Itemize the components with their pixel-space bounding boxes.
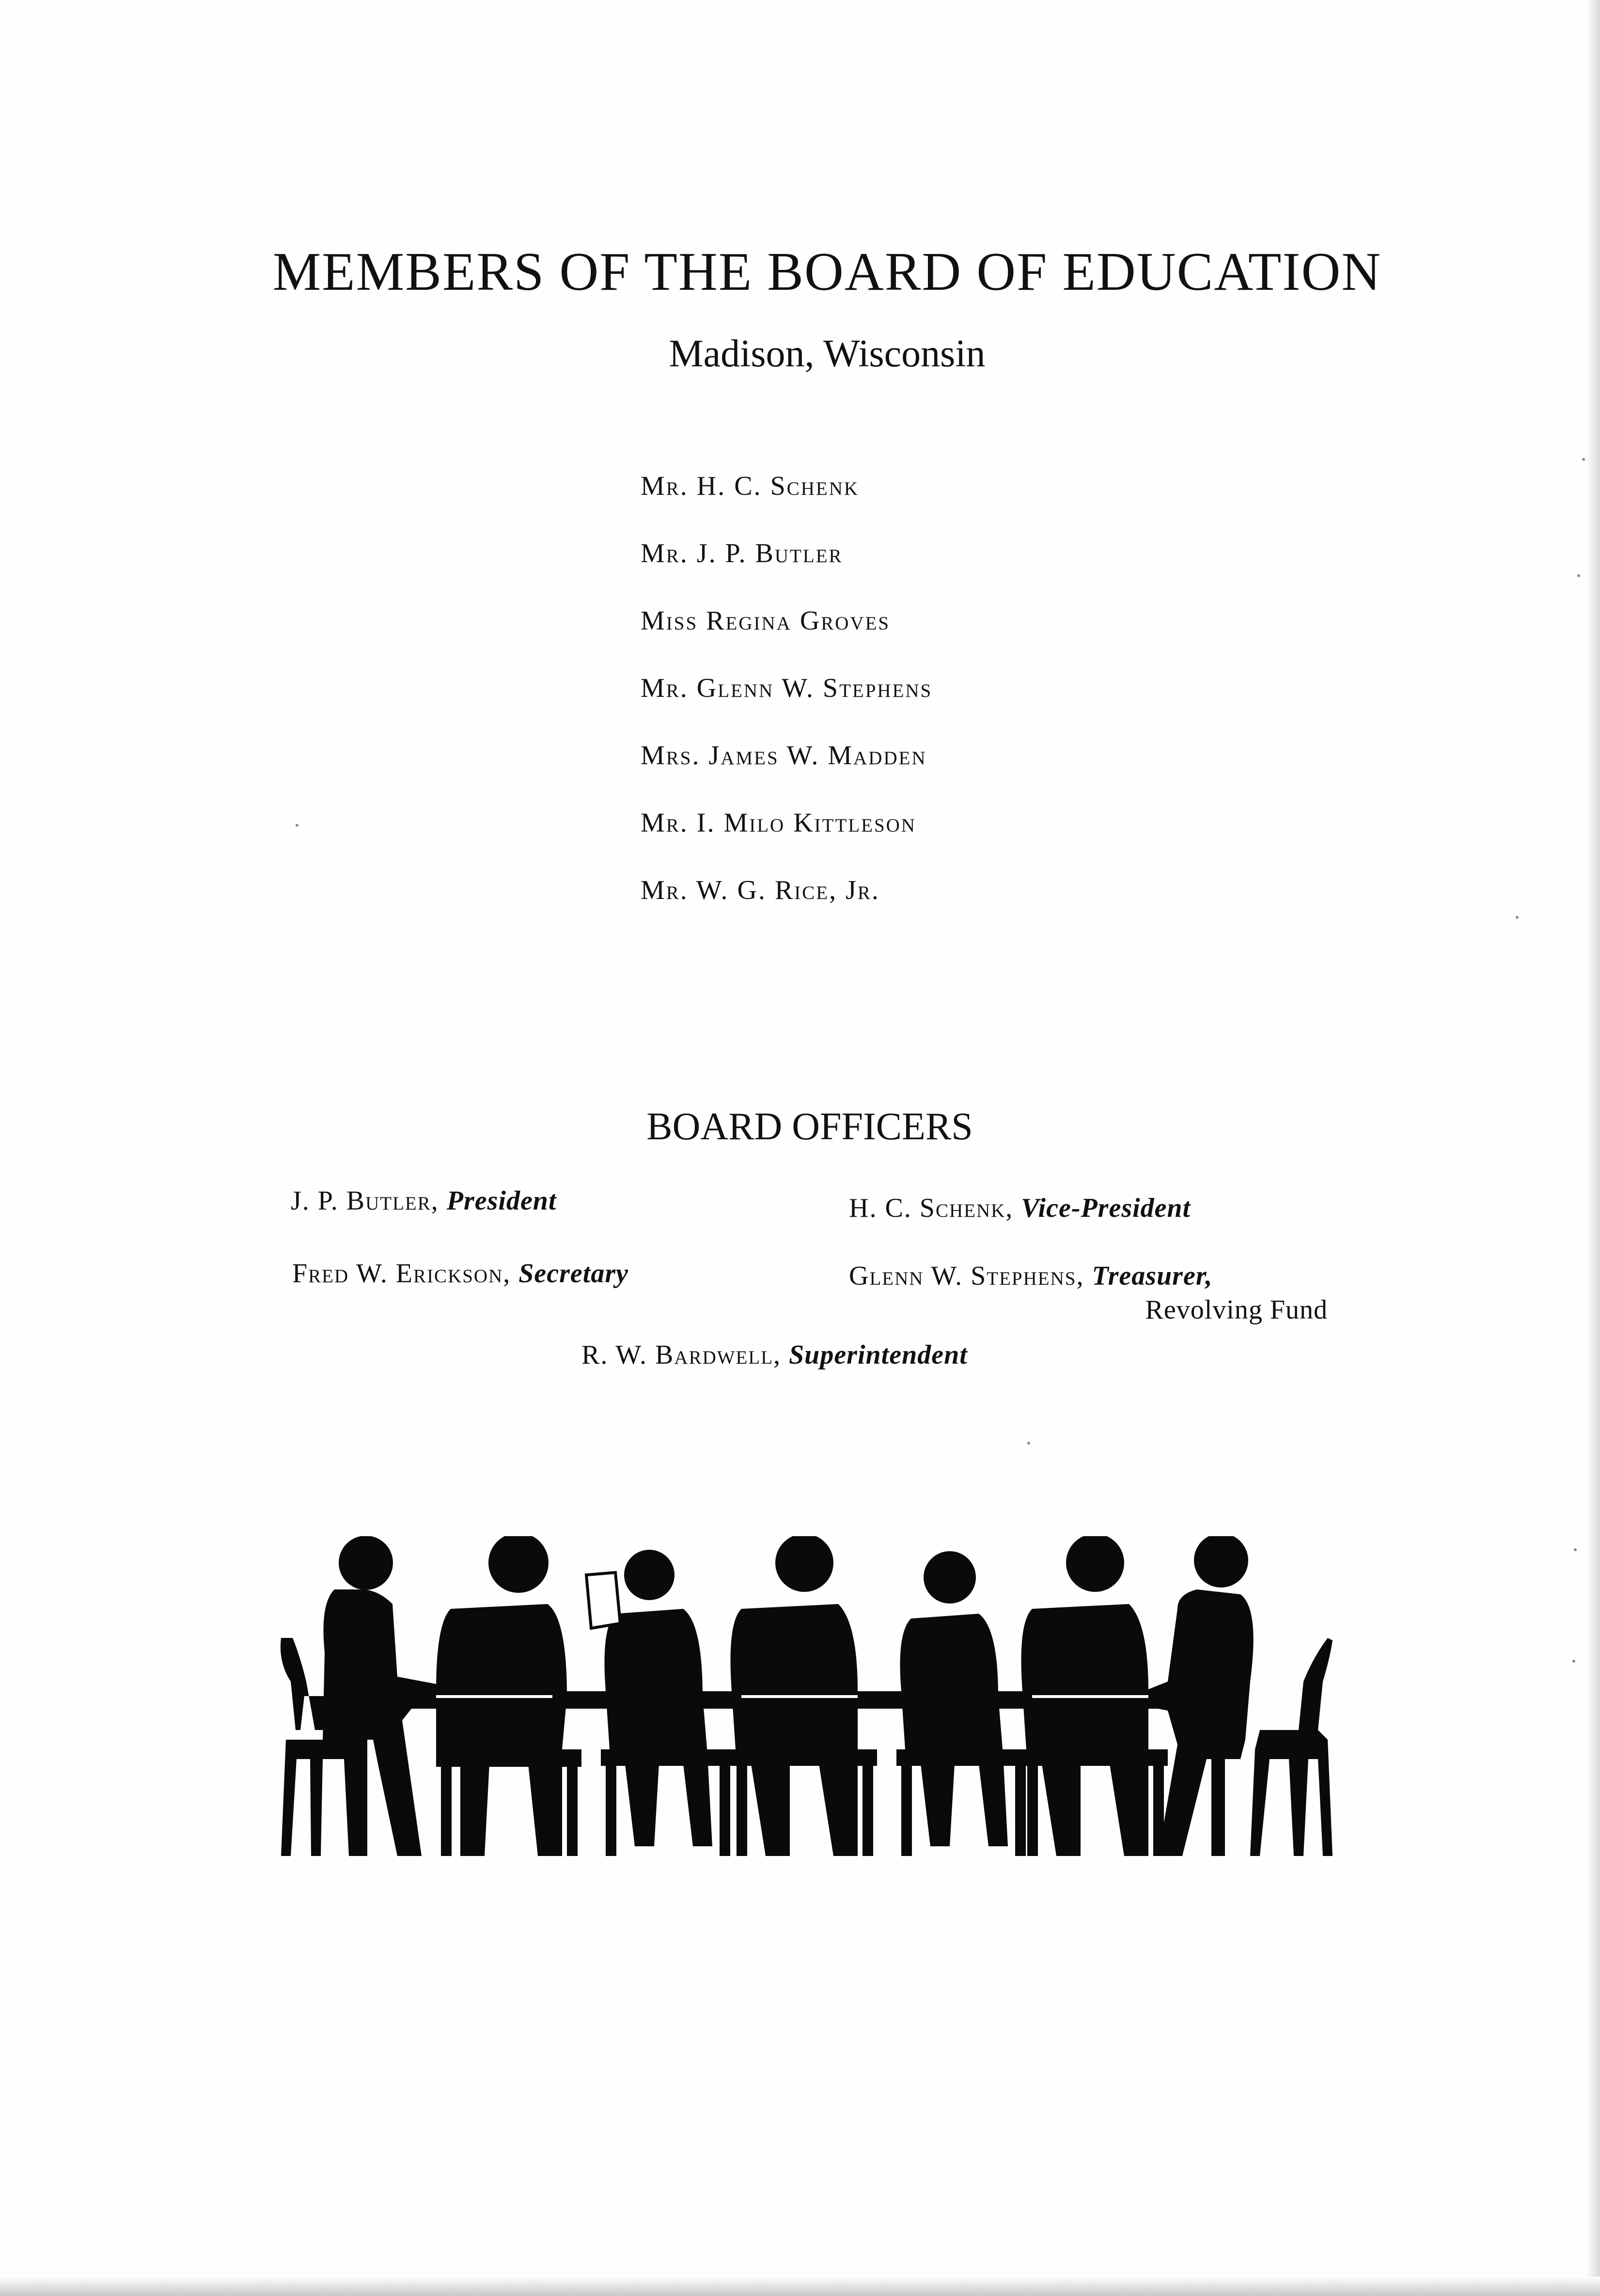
highlight xyxy=(1032,1695,1148,1698)
page-subtitle: Madison, Wisconsin xyxy=(669,332,986,375)
officer-secretary xyxy=(292,1260,628,1287)
speck xyxy=(296,824,298,827)
person-body xyxy=(436,1604,567,1856)
person-head xyxy=(1066,1536,1124,1592)
member-name: Mr. H. C. Schenk xyxy=(641,471,860,501)
officer-superintendent xyxy=(581,1341,968,1368)
speck xyxy=(1572,1660,1575,1663)
officer-name: Fred W. Erickson, xyxy=(292,1258,511,1289)
person-body xyxy=(1021,1604,1149,1856)
officer-treasurer-fund: Revolving Fund xyxy=(1145,1295,1328,1325)
person-head xyxy=(339,1536,393,1590)
table-highlights xyxy=(436,1695,1148,1698)
highlight xyxy=(741,1695,858,1698)
person-body xyxy=(323,1589,436,1856)
board-members-list xyxy=(641,472,932,944)
person-body xyxy=(900,1614,1008,1846)
chair-leg xyxy=(720,1764,730,1856)
chair-seat xyxy=(601,1749,732,1766)
highlight xyxy=(436,1695,552,1698)
member-name: Mr. J. P. Butler xyxy=(641,538,843,568)
silhouette-group xyxy=(281,1536,1333,1856)
paper-icon xyxy=(586,1573,620,1628)
member-name: Mr. I. Milo Kittleson xyxy=(641,808,916,838)
officer-role: Superintendent xyxy=(789,1340,968,1370)
officers-heading: BOARD OFFICERS xyxy=(646,1105,973,1148)
board-meeting-silhouette-icon xyxy=(276,1536,1333,1866)
officer-role: President xyxy=(446,1186,557,1216)
speck xyxy=(1516,916,1519,919)
speck xyxy=(1027,1442,1030,1445)
officer-role: Treasurer, xyxy=(1092,1261,1213,1291)
officer-name: R. W. Bardwell, xyxy=(581,1340,782,1370)
person-body xyxy=(731,1604,858,1856)
member-name: Mr. Glenn W. Stephens xyxy=(641,673,933,703)
person-head xyxy=(1194,1536,1248,1588)
person-body xyxy=(605,1609,713,1846)
chair-seat xyxy=(1022,1749,1168,1766)
chair-seat xyxy=(732,1749,877,1766)
chair-leg xyxy=(441,1764,452,1856)
speck xyxy=(1582,458,1585,461)
person-head xyxy=(488,1536,549,1593)
person-head xyxy=(624,1550,675,1600)
chair-seat xyxy=(436,1749,581,1767)
chair-leg xyxy=(606,1764,616,1856)
member-name: Miss Regina Groves xyxy=(641,606,891,636)
officer-name: Glenn W. Stephens, xyxy=(849,1261,1084,1291)
officer-president xyxy=(291,1187,557,1214)
chair-leg xyxy=(901,1764,912,1856)
person-head xyxy=(775,1536,833,1592)
officer-treasurer xyxy=(849,1262,1213,1290)
speck xyxy=(1574,1548,1577,1551)
member-name: Mrs. James W. Madden xyxy=(641,740,927,771)
officer-role: Secretary xyxy=(518,1258,628,1289)
chair-leg xyxy=(863,1764,873,1856)
page-title: MEMBERS OF THE BOARD OF EDUCATION xyxy=(272,242,1382,302)
officer-vice-president xyxy=(849,1195,1191,1222)
chair-leg xyxy=(737,1764,747,1856)
member-name: Mr. W. G. Rice, Jr. xyxy=(641,875,880,905)
page-edge-shadow-bottom xyxy=(0,2277,1600,2296)
chair-right xyxy=(1250,1638,1333,1856)
officer-name: H. C. Schenk, xyxy=(849,1193,1014,1223)
speck xyxy=(1577,574,1580,577)
chair-leg xyxy=(567,1764,578,1856)
chair-seat xyxy=(896,1749,1027,1766)
officer-role: Vice-President xyxy=(1021,1193,1191,1223)
chair-leg xyxy=(1027,1764,1038,1856)
chair-leg xyxy=(1015,1764,1026,1856)
person-head xyxy=(924,1551,976,1604)
officer-name: J. P. Butler, xyxy=(291,1186,439,1216)
